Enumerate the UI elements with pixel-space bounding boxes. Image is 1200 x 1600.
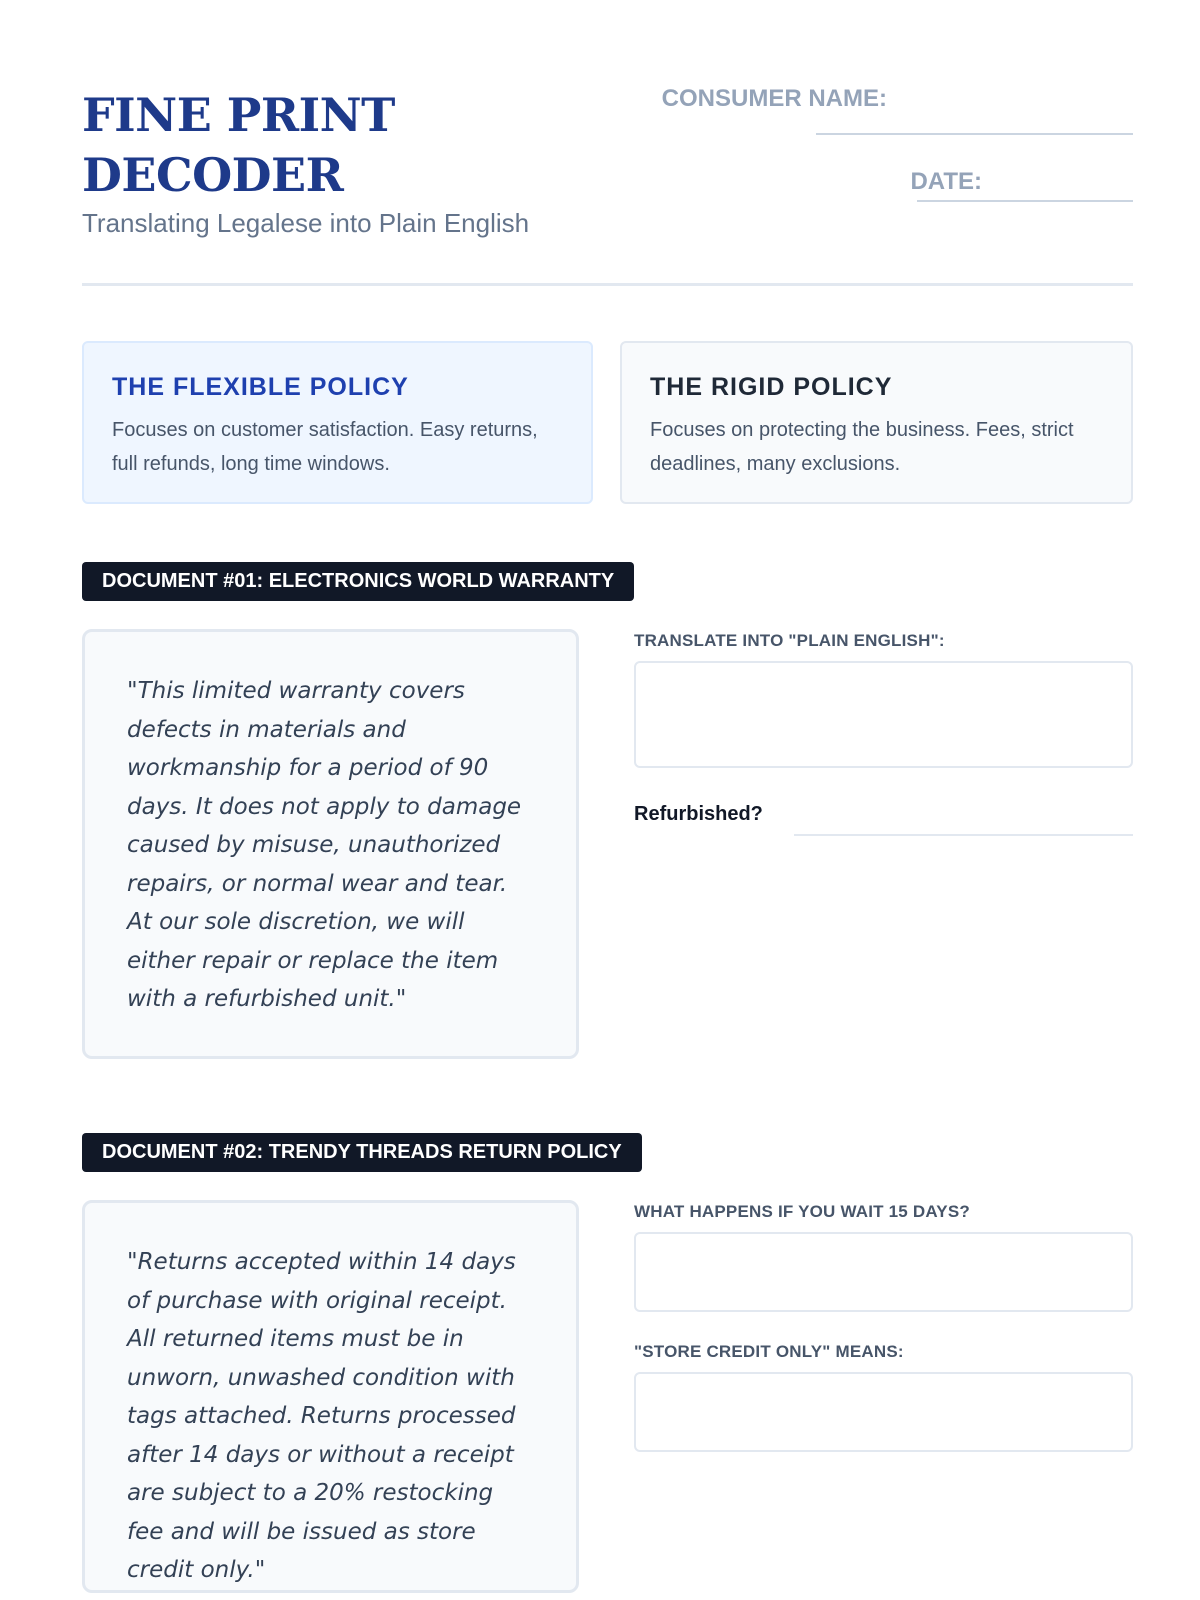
consumer-name-field[interactable] <box>816 133 1133 135</box>
rigid-policy-card <box>620 341 1133 504</box>
rigid-policy-title: THE RIGID POLICY <box>650 373 893 401</box>
document-1-badge: DOCUMENT #01: ELECTRONICS WORLD WARRANTY <box>82 562 634 601</box>
refurbished-question-label: Refurbished? <box>634 803 763 825</box>
flexible-policy-title: THE FLEXIBLE POLICY <box>112 373 409 401</box>
header-divider <box>82 283 1133 286</box>
document-2-quote: "Returns accepted within 14 days of purchase with original receipt. All returned items must be in unworn, unwashed condition with tags attached. Returns processed after 14 days or without a receipt are subject to a 20% restocking fee and will be issued as store credit only." <box>127 1249 516 1583</box>
consumer-name-label: CONSUMER NAME: <box>661 85 887 112</box>
page-header <box>82 85 1133 245</box>
document-1-quote-card <box>82 629 579 1059</box>
date-label: DATE: <box>910 168 982 195</box>
document-2-badge: DOCUMENT #02: TRENDY THREADS RETURN POLICY <box>82 1133 642 1172</box>
refurbished-answer-field[interactable] <box>794 834 1133 836</box>
document-1-translate-answer-box[interactable] <box>634 661 1133 768</box>
document-2-store-credit-label: "STORE CREDIT ONLY" MEANS: <box>634 1342 904 1361</box>
document-2-store-credit-answer-box[interactable] <box>634 1372 1133 1452</box>
page-title: FINE PRINT DECODER <box>82 88 395 202</box>
date-field[interactable] <box>917 200 1133 202</box>
flexible-policy-description: Focuses on customer satisfaction. Easy returns, full refunds, long time windows. <box>112 419 538 475</box>
rigid-policy-description: Focuses on protecting the business. Fees, strict deadlines, many exclusions. <box>650 419 1074 475</box>
flexible-policy-card <box>82 341 593 504</box>
document-2-wait-15-days-answer-box[interactable] <box>634 1232 1133 1312</box>
page-subtitle: Translating Legalese into Plain English <box>82 208 530 238</box>
document-2-wait-15-days-label: WHAT HAPPENS IF YOU WAIT 15 DAYS? <box>634 1202 970 1221</box>
document-1-translate-label: TRANSLATE INTO "PLAIN ENGLISH": <box>634 631 945 650</box>
document-2-quote-card <box>82 1200 579 1593</box>
document-1-quote: "This limited warranty covers defects in materials and workmanship for a period of 90 days. It does not apply to damage caused by misuse, unauthorized repairs, or normal wear and tear. At our sole discretion, we will either repair or replace the item with a refurbished unit." <box>127 678 522 1012</box>
